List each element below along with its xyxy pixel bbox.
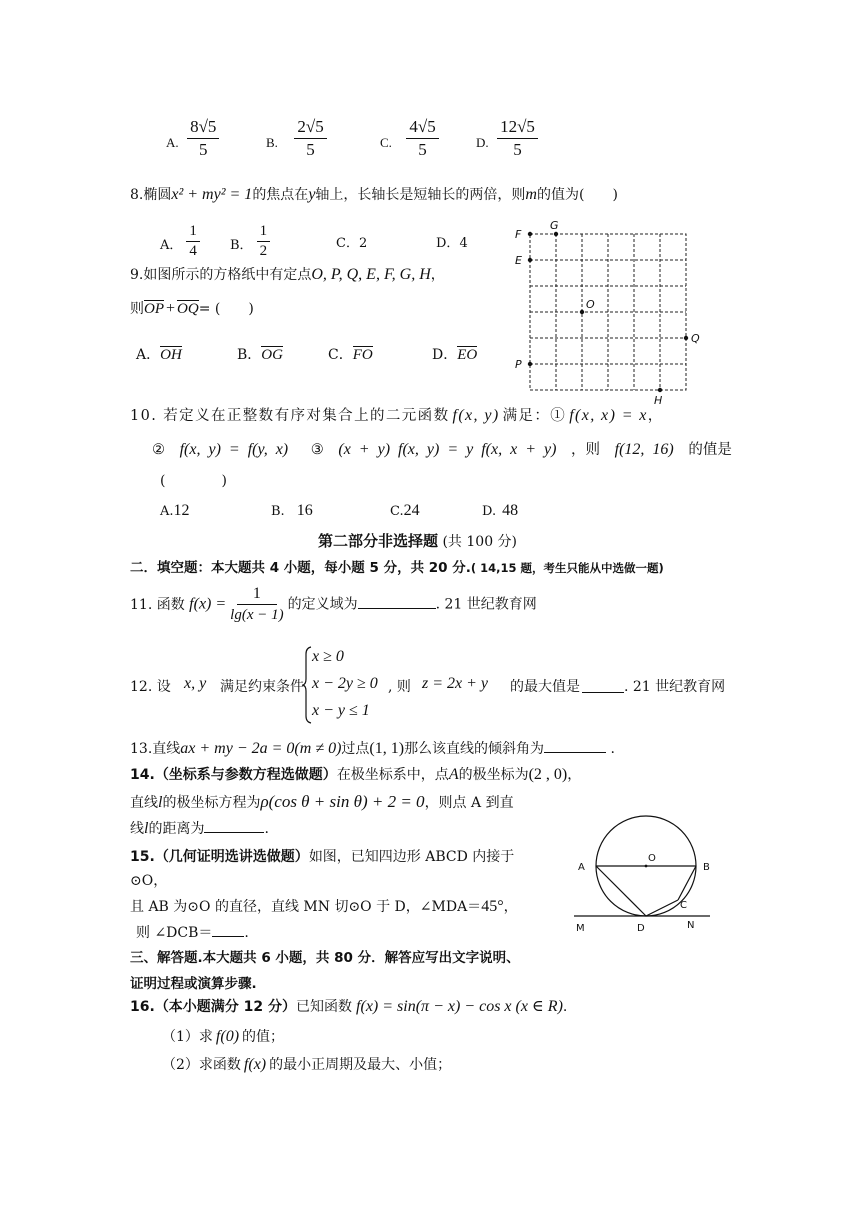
chord-ad <box>596 866 646 916</box>
q14-line1: 14.（坐标系与参数方程选做题）在极坐标系中，点A的极坐标为(2 , 0)， <box>130 766 582 783</box>
q9-option-d: D．EO <box>432 347 478 363</box>
q9-option-c: C．FO <box>328 347 373 363</box>
fig-label-c: C <box>680 900 687 911</box>
label-o: O <box>586 298 595 311</box>
center-dot <box>645 865 648 868</box>
point-f <box>528 232 532 236</box>
q7-option-a: A. $\frac{8√5}{5}$ <box>166 116 223 161</box>
point-o <box>580 310 584 314</box>
q15-circle-figure <box>570 810 720 938</box>
q9-option-a: A．OH <box>136 347 182 363</box>
q12: 12. 设 x, y 满足约束条件 x ≥ 0 x − 2y ≥ 0 x − y ≤ 1 , 则 z = 2x + y 的最大值是 . 21 世纪教育网 <box>130 644 750 724</box>
label-f: F <box>515 228 522 241</box>
q7-option-b: B. $\frac{2√5}{5}$ <box>266 116 331 161</box>
section2-heading: 二．填空题：本大题共 4 小题，每小题 5 分，共 20 分.( 14,15 题，考生只能从中选做一题) <box>130 560 664 576</box>
label-e: E <box>515 254 522 267</box>
q8-option-a: A． $\frac{1}{4}$ <box>160 222 204 261</box>
q16-part1: （1）求 f(0) 的值； <box>162 1028 285 1045</box>
q10-line2: ② f(x, y) = f(y, x) ③ (x + y) f(x, y) = y f(x, x + y) ，则 f(12, 16) 的值是 <box>152 441 732 458</box>
point-e <box>528 258 532 262</box>
q10-option-c: C.24 <box>390 502 420 519</box>
q11-answer-blank[interactable] <box>358 608 436 609</box>
fig-label-d: D <box>637 923 645 934</box>
q13: 13.直线ax + my − 2a = 0(m ≠ 0)过点(1, 1)那么该直线的倾斜角为 . <box>130 740 615 757</box>
fig-label-n: N <box>687 920 695 931</box>
label-h: H <box>654 394 663 407</box>
q12-brace <box>302 646 312 724</box>
q7-option-d: D. $\frac{12√5}{5}$ <box>476 116 542 161</box>
q8-option-b: B． $\frac{1}{2}$ <box>230 222 274 261</box>
point-p <box>528 362 532 366</box>
q8-option-c: C．2 <box>336 236 368 251</box>
label-p: P <box>515 358 522 371</box>
q14-line2: 直线l的极坐标方程为ρ(cos θ + sin θ) + 2 = 0，则点 A 到直 <box>130 792 514 811</box>
q15-answer-blank[interactable] <box>212 936 244 937</box>
q9-question: 则OP + OQ= ( ) <box>130 300 254 317</box>
q10-line1: 10. 若定义在正整数有序对集合上的二元函数 f(x, y) 满足：① f(x, x) = x， <box>130 407 664 424</box>
label-q: Q <box>691 332 700 345</box>
point-g <box>554 232 558 236</box>
q15-line2: ⊙O， <box>130 873 168 889</box>
q11: 11. 函数 f(x) = $\frac{1}{\lg(x - 1)}$ 的定义域为 . 21 世纪教育网 <box>130 585 537 623</box>
q10-paren: ( ) <box>160 473 227 489</box>
section3-line1: 三、解答题.本大题共 6 小题，共 80 分．解答应写出文字说明、 <box>130 950 520 966</box>
q15-line3: 且 AB 为⊙O 的直径，直线 MN 切⊙O 于 D，∠MDA＝45°， <box>130 898 518 915</box>
fig-label-a: A <box>578 862 585 873</box>
grid-lines <box>530 234 686 390</box>
q9-options <box>136 344 496 368</box>
fig-label-m: M <box>576 923 585 934</box>
q10-options <box>160 502 560 524</box>
q10-option-d: D. 48 <box>482 502 519 519</box>
label-g: G <box>550 219 559 232</box>
q13-answer-blank[interactable] <box>544 752 606 753</box>
q7-option-c: C. $\frac{4√5}{5}$ <box>380 116 443 161</box>
point-h <box>658 388 662 392</box>
q9-stem: 9.如图所示的方格纸中有定点O, P, Q, E, F, G, H， <box>130 266 445 283</box>
q9-option-b: B．OG <box>237 347 283 363</box>
section3-line2: 证明过程或演算步骤. <box>130 976 257 992</box>
q8-stem: 8.椭圆x² + my² = 1的焦点在y轴上，长轴长是短轴长的两倍，则m的值为( ) <box>130 186 618 203</box>
q14-answer-blank[interactable] <box>204 832 264 833</box>
q14-line3: 线l的距离为 . <box>130 820 269 837</box>
fig-label-b: B <box>703 862 710 873</box>
q16-part2: （2）求函数 f(x) 的最小正周期及最大、小值； <box>162 1056 452 1073</box>
q12-answer-blank[interactable] <box>582 676 624 693</box>
part2-title: 第二部分非选择题 (共 100 分) <box>318 532 518 550</box>
q10-option-b: B. 16 <box>271 502 313 519</box>
q9-grid-figure <box>510 218 710 408</box>
q8-options <box>160 222 480 262</box>
fig-label-o: O <box>648 853 656 864</box>
q10-option-a: A.12 <box>160 502 190 519</box>
q15-line4: 则 ∠DCB＝ . <box>136 925 249 941</box>
point-q <box>684 336 688 340</box>
q8-option-d: D．4 <box>436 236 468 251</box>
q15-line1: 15.（几何证明选讲选做题）如图，已知四边形 ABCD 内接于 <box>130 849 515 865</box>
q16-stem: 16.（本小题满分 12 分）已知函数 f(x) = sin(π − x) − cos x (x ∈ R). <box>130 998 568 1015</box>
